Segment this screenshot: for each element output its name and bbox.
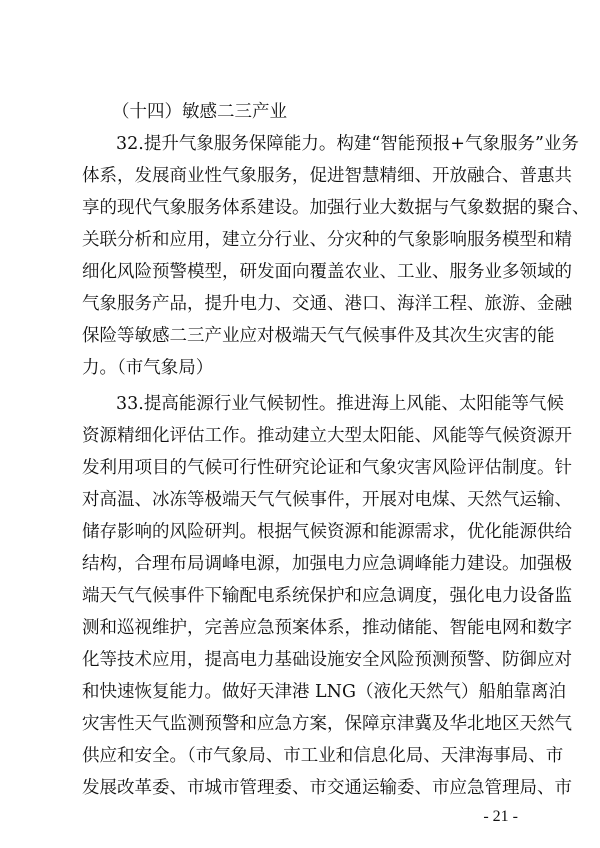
item-32-line: 体系，发展商业性气象服务，促进智慧精细、开放融合、普惠共 (82, 166, 572, 186)
item-33-line: 化等技术应用，提高电力基础设施安全风险预测预警、防御应对 (82, 650, 572, 670)
item-33-line: 资源精细化评估工作。推动建立大型太阳能、风能等气候资源开 (82, 426, 572, 446)
item-33-line: 对高温、冰冻等极端天气气候事件，开展对电煤、天然气运输、 (82, 490, 572, 510)
item-32-line: 气象服务产品，提升电力、交通、港口、海洋工程、旅游、金融 (82, 294, 572, 314)
item-33-line: 灾害性天气监测预警和应急方案，保障京津冀及华北地区天然气 (82, 714, 572, 734)
item-32-line: 32.提升气象服务保障能力。构建“智能预报+气象服务”业务 (116, 134, 579, 154)
item-32-line: 力。（市气象局） (82, 358, 214, 378)
item-32-line: 保险等敏感二三产业应对极端天气气候事件及其次生灾害的能 (82, 326, 555, 346)
item-32-line: 关联分析和应用，建立分行业、分灾种的气象影响服务模型和精 (82, 230, 572, 250)
item-33-line: 储存影响的风险研判。根据气候资源和能源需求，优化能源供给 (82, 522, 572, 542)
item-33-line: 发利用项目的气候可行性研究论证和气象灾害风险评估制度。针 (82, 458, 572, 478)
page-number: - 21 - (483, 808, 518, 825)
item-33-line: 和快速恢复能力。做好天津港 LNG（液化天然气）船舶靠离泊 (82, 682, 566, 702)
item-33-line: 发展改革委、市城市管理委、市交通运输委、市应急管理局、市 (82, 778, 572, 798)
section-heading: （十四）敏感二三产业 (112, 102, 287, 122)
item-33-line: 33.提高能源行业气候韧性。推进海上风能、太阳能等气候 (116, 394, 564, 414)
item-33-line: 端天气气候事件下输配电系统保护和应急调度，强化电力设备监 (82, 586, 572, 606)
item-32-line: 享的现代气象服务体系建设。加强行业大数据与气象数据的聚合、 (82, 198, 590, 218)
item-33-line: 结构，合理布局调峰电源，加强电力应急调峰能力建设。加强极 (82, 554, 572, 574)
item-33-line: 供应和安全。（市气象局、市工业和信息化局、天津海事局、市 (82, 746, 564, 766)
item-32-line: 细化风险预警模型，研发面向覆盖农业、工业、服务业多领域的 (82, 262, 572, 282)
item-33-line: 测和巡视维护，完善应急预案体系，推动储能、智能电网和数字 (82, 618, 572, 638)
